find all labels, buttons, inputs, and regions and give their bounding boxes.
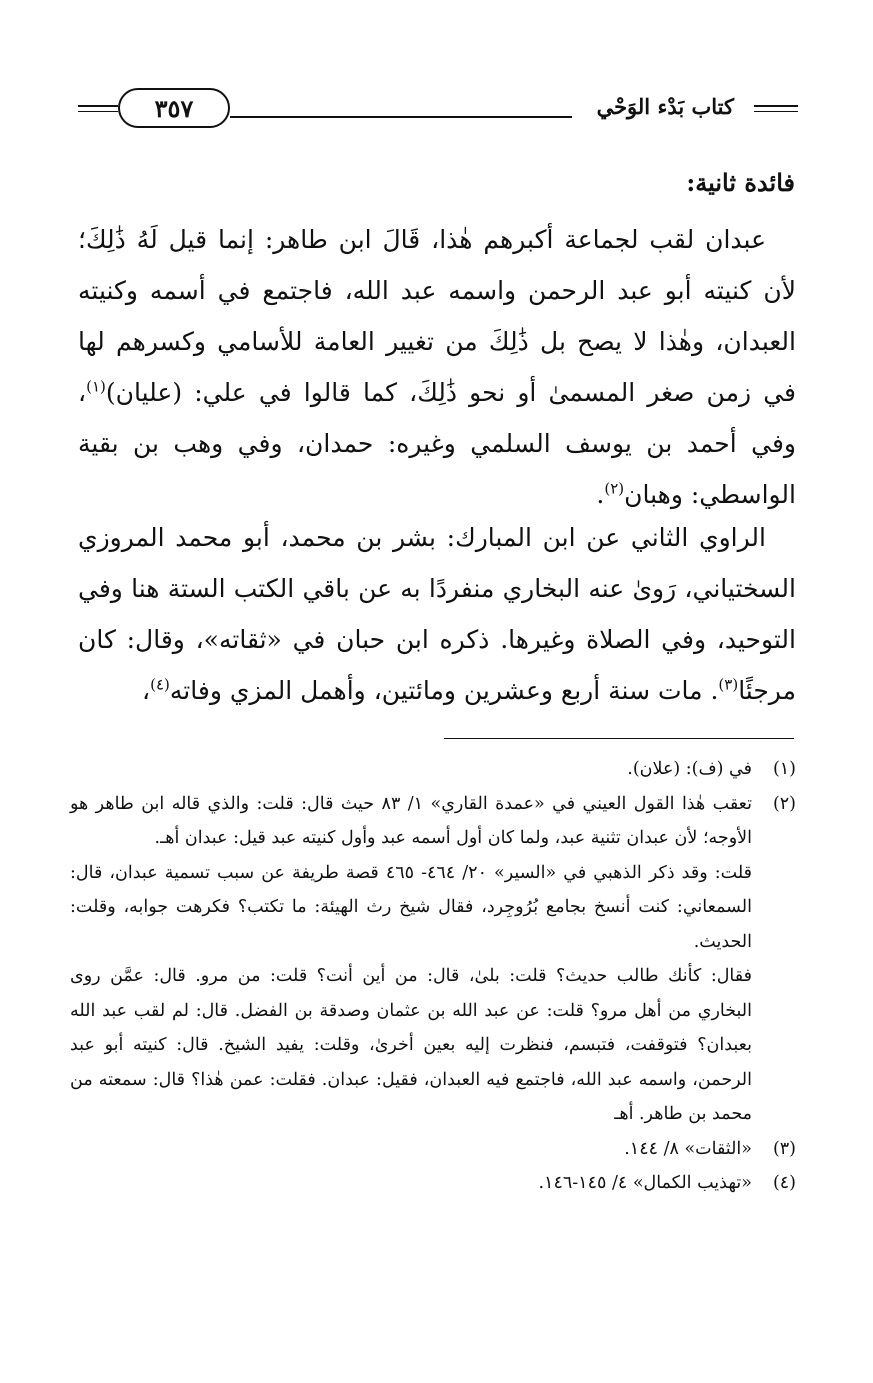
paragraph-1 [78,214,796,520]
header-rule-left-thin [78,111,118,112]
footnote-number: (٤) [772,1173,796,1193]
footnote-text: «تهذيب الكمال» ٤/ ١٤٥-١٤٦. [538,1173,752,1193]
footnote-text: فقال: كأنك طالب حديث؟ قلت: بلىٰ، قال: من أين أنت؟ قلت: من مرو. قال: عمَّن روى البخاري من أهل مرو؟ قلت: عن عبد الله بن عثمان وصدقة بن الفضل. قال: لم لقب عبد الله بعبدان؟ فتوقفت، فتبسم، فنظرت إليه بعين أخرىٰ، وقلت: يفيد الشيخ. قال: كنيته أبو عبد الرحمن، واسمه عبد الله، فاجتمع فيه العبدان، فقيل: عبدان. فقلت: عمن هٰذا؟ قال: سمعته من محمد بن طاهر. أهـ [70,966,752,1124]
section-heading: فائدة ثانية: [686,168,795,197]
footnote-number: (١) [772,759,796,779]
header-rule-right [754,105,798,107]
footnote-ref-1[interactable]: (١) [86,377,106,396]
header-rule-middle [230,116,572,118]
footnote-text: قلت: وقد ذكر الذهبي في «السير» ٢٠/ ٤٦٤- ٤٦٥ قصة طريفة عن سبب تسمية عبدان، قال: السمعاني: كنت أنسخ بجامع بُرُوجِرد، فقال شيخ رث الهيئة: ما تكتب؟ فكرهت جوابه، وقلت: الحديث. [70,862,752,952]
footnote-separator [444,738,794,739]
header-rule-left [78,105,118,107]
paragraph-2-text-c: ، [142,676,151,705]
paragraph-2 [78,512,796,716]
footnotes [70,752,796,1201]
footnote-2 [70,787,796,1132]
footnote-text: «الثقات» ٨/ ١٤٤. [624,1138,752,1159]
footnote-1 [70,752,796,787]
paragraph-2-text-b: . مات سنة أربع وعشرين ومائتين، وأهمل المزي وفاته [169,676,719,705]
footnote-3 [70,1132,796,1167]
footnote-text: تعقب هٰذا القول العيني في «عمدة القاري» ١/ ٨٣ حيث قال: قلت: والذي قاله ابن طاهر هو الأوجه؛ لأن عبدان تثنية عبد، ولما كان أول أسمه عبد وأول كنيته عبد قيل: عبدان أهـ. [70,793,752,848]
footnote-ref-2[interactable]: (٢) [604,479,625,498]
footnote-ref-3[interactable]: (٣) [718,675,739,694]
paragraph-1-text-b: ، وفي أحمد بن يوسف السلمي وغيره: حمدان، وفي وهب بن بقية الواسطي: وهبان [78,378,796,509]
header-rule-right-thin [754,111,798,112]
page-header [78,88,798,134]
footnote-ref-4[interactable]: (٤) [150,675,170,694]
paragraph-2-text-a: الراوي الثاني عن ابن المبارك: بشر بن محمد، أبو محمد المروزي السختياني، رَوىٰ عنه البخاري منفردًا به عن باقي الكتب الستة هنا وفي التوحيد، وفي الصلاة وغيرها. ذكره ابن حبان في «ثقاته»، وقال: كان مرجئًا [78,523,796,705]
running-title: كتاب بَدْء الوَحْي [596,94,734,119]
footnote-number: (٢) [772,793,796,814]
page-number: ٣٥٧ [118,88,230,128]
paragraph-1-text-a: عبدان لقب لجماعة أكبرهم هٰذا، قَالَ ابن طاهر: إنما قيل لَهُ ذَٰلِكَ؛ لأن كنيته أبو عبد الرحمن واسمه عبد الله، فاجتمع في أسمه وكنيته العبدان، وهٰذا لا يصح بل ذَٰلِكَ من تغيير العامة للأسامي وكسرهم لها في زمن صغر المسمىٰ أو نحو ذَٰلِكَ، كما قالوا في علي: (عليان) [78,225,796,407]
footnote-text: في (ف): (علان). [627,759,752,779]
paragraph-1-text-c: . [596,480,605,509]
footnote-4 [70,1166,796,1201]
footnote-number: (٣) [772,1138,796,1159]
